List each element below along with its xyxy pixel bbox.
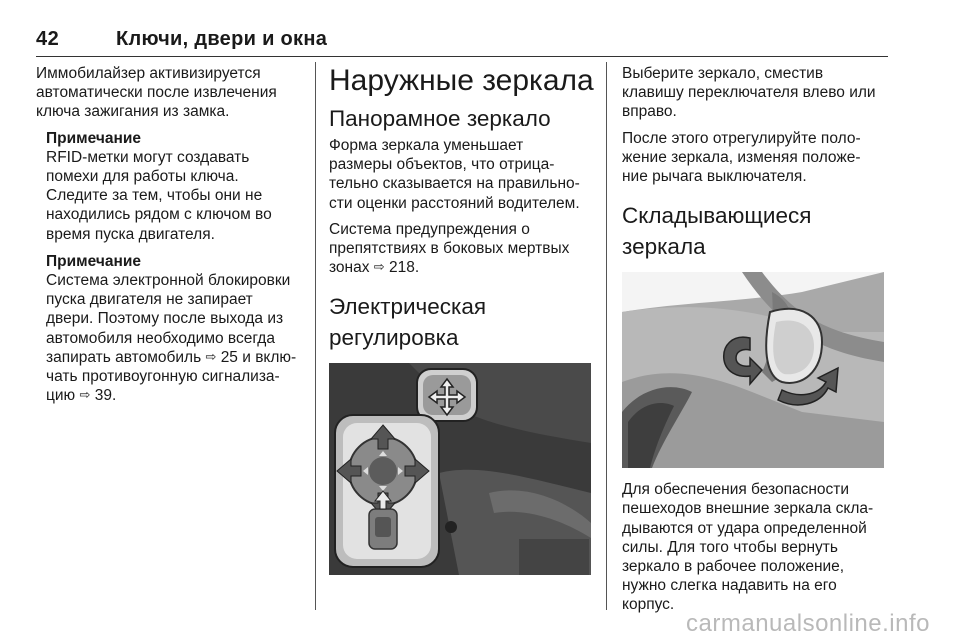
section-heading: Наружные зеркала xyxy=(329,64,594,97)
blind-spot-paragraph: Система предупреждения о препятствиях в боковых мертвых зонах ⇨ 218. xyxy=(329,220,570,277)
note-locking: Примечание Система электронной блокировки пуска двигателя не запирает двери. Поэтому после выхода из автомобиля необходимо всегда запирать автомобиль ⇨ 25 и вклю- чать противоугонную сигнализа- цию ⇨ 39. xyxy=(46,252,308,406)
subsection-heading: Панорамное зеркало xyxy=(329,106,551,131)
column-1 xyxy=(36,64,308,413)
note-rfid: Примечание RFID-метки могут создавать помехи для работы ключа. Следите за тем, чтобы они не находились рядом с ключом во время пуска двигателя. xyxy=(46,129,308,244)
subsection-heading-folding: Складывающиеся зеркала xyxy=(622,203,812,260)
page-ref-arrow-icon: ⇨ xyxy=(373,259,385,275)
page-ref-arrow-icon: ⇨ xyxy=(79,387,91,403)
column-divider-2 xyxy=(606,62,607,610)
chapter-title: Ключи, двери и окна xyxy=(116,28,328,50)
note-title: Примечание xyxy=(46,129,141,147)
page-reference-link[interactable]: 39. xyxy=(94,387,117,405)
mirror-select-paragraph: Выберите зеркало, сместив клавишу переключателя влево или вправо. xyxy=(622,65,876,121)
page-ref-arrow-icon: ⇨ xyxy=(205,348,217,364)
mirror-adjust-paragraph: После этого отрегулируйте поло- жение зеркала, изменяя положе- ние рычага выключателя. xyxy=(622,129,861,186)
note-title: Примечание xyxy=(46,252,141,270)
page-reference-link[interactable]: 218. xyxy=(389,259,420,277)
mirror-control-switch-illustration xyxy=(329,363,591,575)
column-2 xyxy=(329,64,595,575)
folding-mirror-paragraph: Для обеспечения безопасности пешеходов внешние зеркала скла- дываются от удара определенной силы. Для того чтобы вернуть зеркало в рабочее положение, нужно слегка надавить на его корпус. xyxy=(622,481,874,614)
watermark: carmanualsonline.info xyxy=(686,610,930,637)
subsection-heading-electric: Электрическая регулировка xyxy=(329,294,487,351)
column-3 xyxy=(622,64,890,622)
page-reference-link[interactable]: 25 и вклю- xyxy=(220,348,297,366)
header-divider xyxy=(36,56,888,57)
folding-mirror-illustration xyxy=(622,272,884,468)
panoramic-mirror-paragraph: Форма зеркала уменьшает размеры объектов, что отрица- тельно сказывается на правильно- сти оценки расстояний водителем. xyxy=(329,137,580,212)
column-divider-1 xyxy=(315,62,316,610)
page-number: 42 xyxy=(36,28,60,50)
page-header xyxy=(36,28,884,54)
immobilizer-paragraph: Иммобилайзер активизируется автоматически после извлечения ключа зажигания из замка. xyxy=(36,65,277,121)
